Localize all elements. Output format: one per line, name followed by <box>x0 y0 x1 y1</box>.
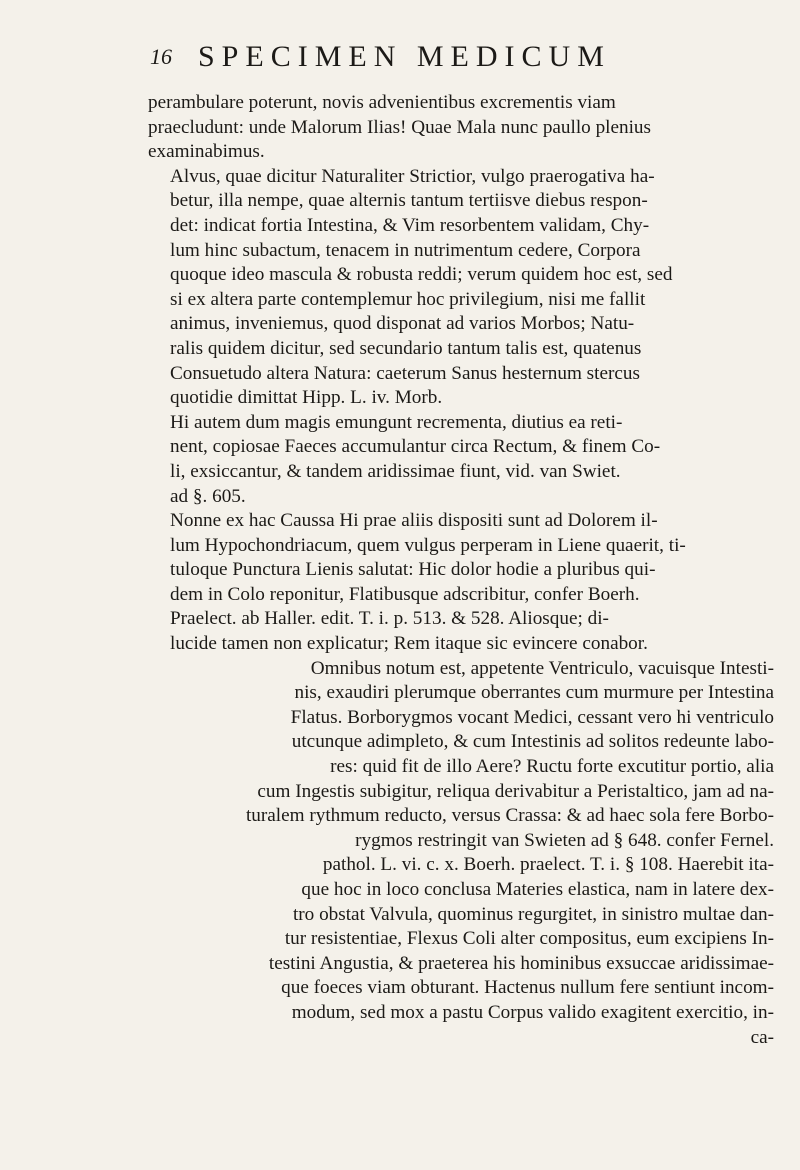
text-line: examinabimus. <box>148 141 265 163</box>
text-line: tuloque Punctura Lienis salutat: Hic dolor hodie a pluribus qui- <box>170 559 656 581</box>
text-line: lum hinc subactum, tenacem in nutrimentum cedere, Corpora <box>170 239 641 261</box>
running-title: SPECIMEN MEDICUM <box>198 40 611 73</box>
text-line: ralis quidem dicitur, sed secundario tantum talis est, quatenus <box>170 337 642 359</box>
text-line: pathol. L. vi. c. x. Boerh. praelect. T. i. § 108. Haerebit ita- <box>322 854 774 876</box>
text-line: Alvus, quae dicitur Naturaliter Strictior, vulgo praerogativa ha- <box>170 165 655 187</box>
text-line: testini Angustia, & praeterea his hominibus exsuccae aridissimae- <box>268 952 774 974</box>
paragraph <box>148 657 774 1051</box>
text-line: ca- <box>750 1026 774 1048</box>
text-line: turalem rythmum reducto, versus Crassa: & ad haec sola fere Borbo- <box>245 805 774 827</box>
text-line: praecludunt: unde Malorum Ilias! Quae Mala nunc paullo plenius <box>148 116 651 138</box>
text-line: dem in Colo reponitur, Flatibusque adscribitur, confer Boerh. <box>170 583 640 605</box>
text-line: que hoc in loco conclusa Materies elastica, nam in latere dex- <box>301 879 774 900</box>
running-head <box>150 40 770 80</box>
text-line: lucide tamen non explicatur; Rem itaque sic evincere conabor. <box>170 633 648 655</box>
text-line: Consuetudo altera Natura: caeterum Sanus hesternum stercus <box>170 362 640 384</box>
text-line: animus, inveniemus, quod disponat ad varios Morbos; Natu- <box>170 313 635 335</box>
text-line: nent, copiosae Faeces accumulantur circa Rectum, & finem Co- <box>170 436 661 458</box>
text-line: Omnibus notum est, appetente Ventriculo, vacuisque Intesti- <box>310 657 774 679</box>
text-line: tro obstat Valvula, quominus regurgitet, in sinistro multae dan- <box>292 903 774 925</box>
text-line: Nonne ex hac Caussa Hi prae aliis dispositi sunt ad Dolorem il- <box>170 510 658 532</box>
text-line: Praelect. ab Haller. edit. T. i. p. 513. & 528. Aliosque; di- <box>170 608 609 630</box>
text-line: modum, sed mox a pastu Corpus valido exagitent exercitio, in- <box>291 1001 774 1023</box>
paragraph <box>148 91 774 165</box>
text-line: det: indicat fortia Intestina, & Vim resorbentem validam, Chy- <box>170 214 650 236</box>
text-line: quoque ideo mascula & robusta reddi; verum quidem hoc est, sed <box>170 264 673 286</box>
text-line: perambulare poterunt, novis advenientibus excrementis viam <box>148 92 616 113</box>
text-line: betur, illa nempe, quae alternis tantum tertiisve diebus respon- <box>170 190 648 212</box>
text-line: li, exsiccantur, & tandem aridissimae fiunt, vid. van Swiet. <box>170 460 621 482</box>
paragraph <box>148 165 774 411</box>
text-line: Flatus. Borborygmos vocant Medici, cessant vero hi ventriculo <box>290 706 774 728</box>
text-line: nis, exaudiri plerumque oberrantes cum murmure per Intestina <box>294 682 774 704</box>
text-line: si ex altera parte contemplemur hoc privilegium, nisi me fallit <box>170 288 646 310</box>
text-line: utcunque adimpleto, & cum Intestinis ad solitos redeunte labo- <box>291 731 774 753</box>
text-line: quotidie dimittat Hipp. L. iv. Morb. <box>170 387 443 409</box>
paragraph <box>148 411 774 509</box>
text-line: rygmos restringit van Swieten ad § 648. confer Fernel. <box>355 829 774 851</box>
text-line: tur resistentiae, Flexus Coli alter compositus, eum excipiens In- <box>284 928 774 950</box>
text-line: res: quid fit de illo Aere? Ructu forte excutitur portio, alia <box>330 756 774 778</box>
text-line: lum Hypochondriacum, quem vulgus perperam in Liene quaerit, ti- <box>170 534 686 556</box>
body-text <box>148 91 774 1050</box>
text-line: cum Ingestis subigitur, reliqua derivabitur a Peristaltico, jam ad na- <box>257 780 774 802</box>
page-number: 16 <box>150 44 172 69</box>
paragraph <box>148 509 774 657</box>
text-line: que foeces viam obturant. Hactenus nullum fere sentiunt incom- <box>281 977 774 999</box>
text-line: Hi autem dum magis emungunt recrementa, diutius ea reti- <box>170 411 623 433</box>
text-line: ad §. 605. <box>170 485 246 507</box>
